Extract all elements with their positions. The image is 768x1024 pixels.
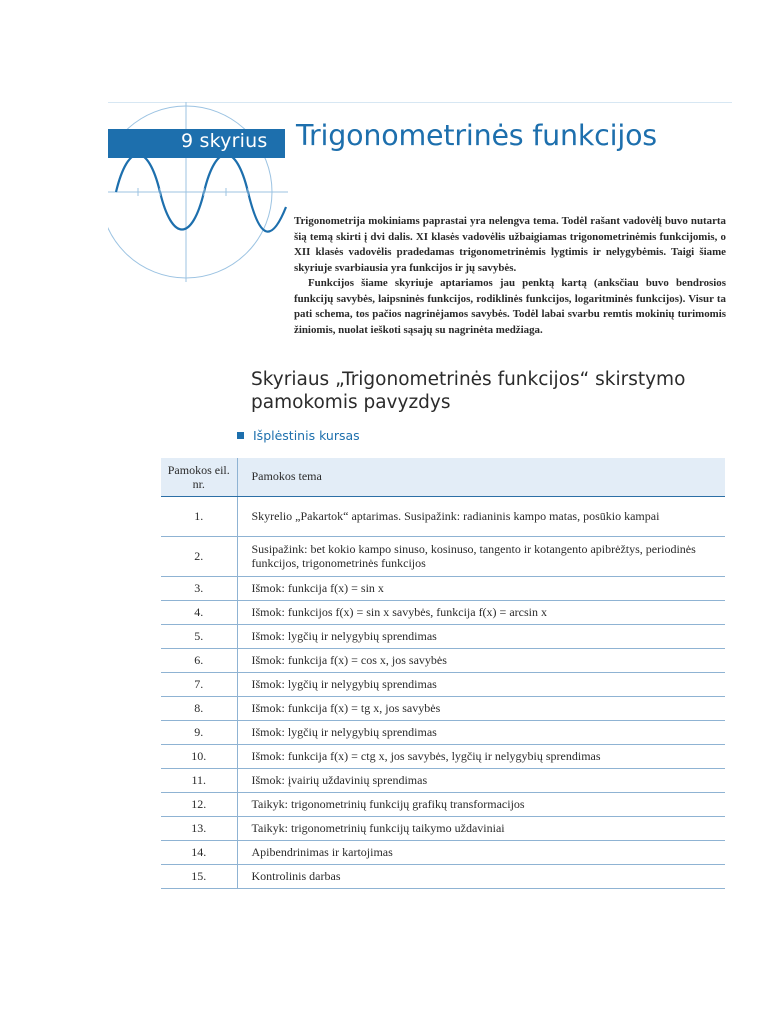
lesson-number: 11. [161, 768, 237, 792]
course-heading [237, 428, 360, 443]
lesson-topic: Išmok: lygčių ir nelygybių sprendimas [237, 720, 725, 744]
table-row [161, 536, 725, 576]
table-row [161, 672, 725, 696]
table-row [161, 624, 725, 648]
table-row [161, 792, 725, 816]
chapter-title: Trigonometrinės funkcijos [296, 119, 657, 152]
table-row [161, 496, 725, 536]
intro-paragraph-2: Funkcijos šiame skyriuje aptariamos jau penktą kartą (anksčiau buvo bendrosios funkcijų savybės, laipsninės funkcijos, rodiklinės funkcijos, logaritminės funkcijos). Visur ta pati schema, tos pačios nagrinėjamos savybės. Todėl labai svarbu remtis mokinių turimomis žiniomis, nuolat ieškoti sąsajų su nagrinėta medžiaga. [294, 277, 726, 336]
table-row [161, 816, 725, 840]
table-row [161, 696, 725, 720]
lesson-number: 7. [161, 672, 237, 696]
lesson-number: 3. [161, 576, 237, 600]
lesson-number: 12. [161, 792, 237, 816]
table-row [161, 744, 725, 768]
table-row [161, 648, 725, 672]
chapter-label: 9 skyrius [181, 130, 268, 152]
intro-text [294, 214, 726, 338]
section-title: Skyriaus „Trigonometrinės funkcijos“ skirstymo pamokomis pavyzdys [251, 369, 686, 413]
lesson-number: 15. [161, 864, 237, 888]
lesson-topic: Apibendrinimas ir kartojimas [237, 840, 725, 864]
lesson-number: 13. [161, 816, 237, 840]
square-bullet-icon [237, 432, 244, 439]
lesson-number: 1. [161, 496, 237, 536]
table-header-row [161, 458, 725, 496]
sine-curve [116, 155, 286, 232]
table-row [161, 768, 725, 792]
table-row [161, 600, 725, 624]
table-row [161, 840, 725, 864]
header-lesson-topic: Pamokos tema [237, 458, 725, 496]
lesson-topic: Išmok: funkcija f(x) = ctg x, jos savybės, lygčių ir nelygybių sprendimas [237, 744, 725, 768]
table-row [161, 576, 725, 600]
lesson-number: 8. [161, 696, 237, 720]
lesson-topic: Išmok: funkcijos f(x) = sin x savybės, funkcija f(x) = arcsin x [237, 600, 725, 624]
lesson-topic: Išmok: lygčių ir nelygybių sprendimas [237, 624, 725, 648]
lesson-number: 4. [161, 600, 237, 624]
intro-paragraph-1: Trigonometrija mokiniams paprastai yra nelengva tema. Todėl rašant vadovėlį buvo nutarta šią temą skirti į dvi dalis. XI klasės vadovėlis užbaigiamas trigonometrinėmis funkcijomis, o XII klasės vadovėlis pradedamas trigonometrinėmis lygtimis ir nelygybėmis. Taigi šiame skyriuje svarbiausia yra funkcijos ir jų savybės. [294, 215, 726, 274]
lesson-topic: Išmok: lygčių ir nelygybių sprendimas [237, 672, 725, 696]
lesson-topic: Taikyk: trigonometrinių funkcijų taikymo uždaviniai [237, 816, 725, 840]
lesson-topic: Išmok: įvairių uždavinių sprendimas [237, 768, 725, 792]
header-lesson-number: Pamokos eil. nr. [161, 458, 237, 496]
lesson-topic: Skyrelio „Pakartok“ aptarimas. Susipažink: radianinis kampo matas, posūkio kampai [237, 496, 725, 536]
lesson-table [161, 458, 725, 889]
lesson-topic: Išmok: funkcija f(x) = sin x [237, 576, 725, 600]
lesson-topic: Taikyk: trigonometrinių funkcijų grafikų transformacijos [237, 792, 725, 816]
lesson-topic: Išmok: funkcija f(x) = cos x, jos savybės [237, 648, 725, 672]
lesson-topic: Išmok: funkcija f(x) = tg x, jos savybės [237, 696, 725, 720]
lesson-topic: Kontrolinis darbas [237, 864, 725, 888]
lesson-number: 2. [161, 536, 237, 576]
lesson-topic: Susipažink: bet kokio kampo sinuso, kosinuso, tangento ir kotangento apibrėžtys, periodinės funkcijos, trigonometrinės funkcijos [237, 536, 725, 576]
lesson-number: 6. [161, 648, 237, 672]
lesson-number: 5. [161, 624, 237, 648]
course-label: Išplėstinis kursas [253, 428, 360, 443]
lesson-number: 10. [161, 744, 237, 768]
lesson-number: 14. [161, 840, 237, 864]
table-row [161, 720, 725, 744]
table-row [161, 864, 725, 888]
lesson-number: 9. [161, 720, 237, 744]
